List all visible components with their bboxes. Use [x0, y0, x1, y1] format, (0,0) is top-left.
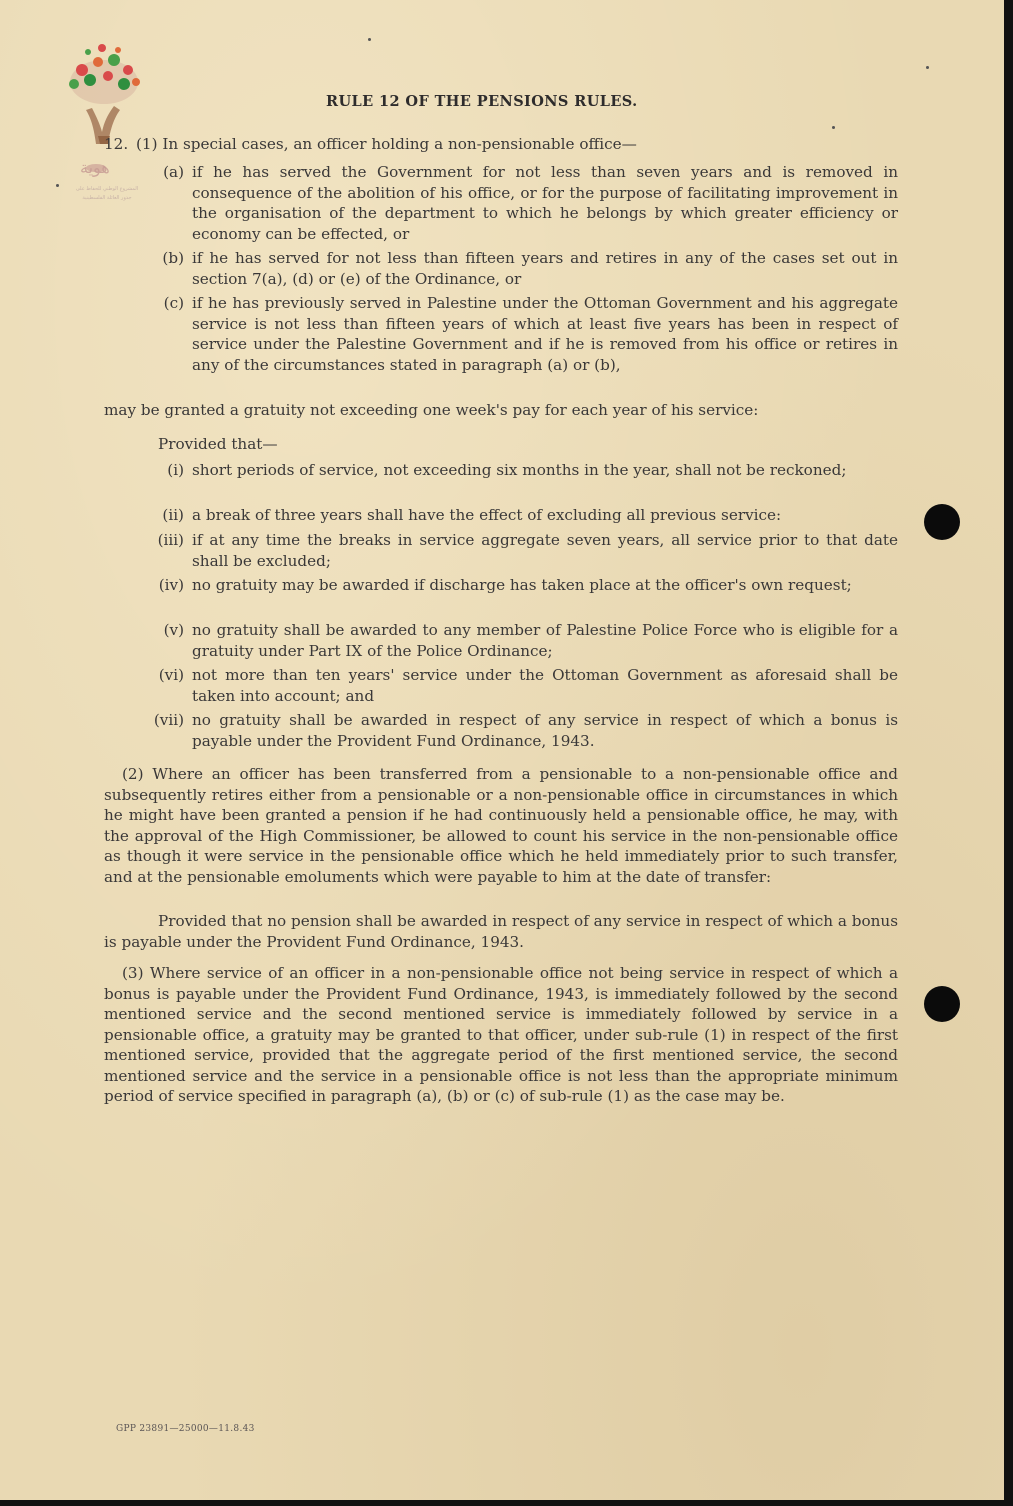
rule-number: 12.: [104, 135, 129, 153]
speck: [926, 66, 929, 69]
proviso-v-text: no gratuity shall be awarded to any member of Palestine Police Force who is eligible for a gratuity under Part IX of the Police Ordinance;: [192, 621, 898, 660]
proviso-iii-text: if at any time the breaks in service aggregate seven years, all service prior to that date shall be excluded;: [192, 531, 898, 570]
page-title: RULE 12 OF THE PENSIONS RULES.: [326, 93, 638, 110]
proviso-i-text: short periods of service, not exceeding six months in the year, shall not be reckoned;: [192, 461, 847, 479]
sub-rule-2-proviso: Provided that no pension shall be awarded in respect of any service in respect of which a bonus is payable under the Provident Fund Ordinance, 1943.: [104, 912, 898, 951]
watermark-logo: [58, 40, 150, 216]
speck: [368, 38, 371, 41]
watermark-arabic-subtitle-2: جذور العائلة الفلسطينية: [82, 195, 132, 201]
item-a-label: (a): [163, 163, 184, 181]
proviso-ii-label: (ii): [162, 506, 184, 524]
item-b-label: (b): [162, 249, 184, 267]
gratuity-statement: may be granted a gratuity not exceeding one week's pay for each year of his service:: [104, 401, 759, 419]
item-c-label: (c): [163, 294, 184, 312]
print-code: GPP 23891—25000—11.8.43: [116, 1424, 255, 1434]
sub-rule-2-text: (2) Where an officer has been transferred from a pensionable to a non-pensionable office and subsequently retires either from a pensionable or a non-pensionable office in circumstances in which he might have been granted a pension if he had continuously held a pensionable office, he may, with the approval of the High Commissioner, be allowed to count his service in the non-pensionable office as though it were service in the pensionable office which he held immediately prior to such transfer, and at the pensionable emoluments which were payable to him at the date of transfer:: [104, 765, 898, 886]
proviso-iv-label: (iv): [158, 576, 184, 594]
item-b-text: if he has served for not less than fifteen years and retires in any of the cases set out in section 7(a), (d) or (e) of the Ordinance, or: [192, 249, 898, 288]
sub-rule-3-text: (3) Where service of an officer in a non-pensionable office not being service in respect of which a bonus is payable under the Provident Fund Ordinance, 1943, is immediately followed by the second mentioned service and the second mentioned service is immediately followed by service in a pensionable office, a gratuity may be granted to that officer, under sub-rule (1) in respect of the first mentioned service, provided that the aggregate period of the first mentioned service, the second mentioned service and the service in a pensionable office is not less than the appropriate minimum period of service specified in paragraph (a), (b) or (c) of sub-rule (1) as the case may be.: [104, 964, 898, 1105]
proviso-v-label: (v): [163, 621, 184, 639]
item-c-text: if he has previously served in Palestine under the Ottoman Government and his aggregate service is not less than fifteen years of which at least five years has been in respect of service under the Palestine Government and if he is removed from his office or retires in any of the circumstances stated in paragraph (a) or (b),: [192, 294, 898, 374]
speck: [832, 126, 835, 129]
proviso-ii-text: a break of three years shall have the effect of excluding all previous service:: [192, 506, 782, 524]
speck: [56, 184, 59, 187]
punch-hole: [924, 504, 960, 540]
proviso-vii-label: (vii): [153, 711, 184, 729]
watermark-arabic-title: هوية: [80, 158, 110, 177]
punch-hole: [924, 986, 960, 1022]
proviso-i-label: (i): [167, 461, 184, 479]
proviso-iii-label: (iii): [157, 531, 184, 549]
provided-that: Provided that—: [158, 435, 278, 453]
proviso-vi-label: (vi): [158, 666, 184, 684]
watermark-arabic-subtitle-1: المشروع الوطني للحفاظ على: [75, 186, 139, 192]
proviso-vi-text: not more than ten years' service under the Ottoman Government as aforesaid shall be taken into account; and: [192, 666, 898, 705]
proviso-iv-text: no gratuity may be awarded if discharge has taken place at the officer's own request;: [192, 576, 852, 594]
sub-rule-1-intro: (1) In special cases, an officer holding a non-pensionable office—: [136, 135, 637, 153]
item-a-text: if he has served the Government for not less than seven years and is removed in consequence of the abolition of his office, or for the purpose of facilitating improvement in the organisation of the department to which he belongs by which greater efficiency or economy can be effected, or: [192, 163, 898, 243]
proviso-vii-text: no gratuity shall be awarded in respect of any service in respect of which a bonus is payable under the Provident Fund Ordinance, 1943.: [192, 711, 898, 750]
